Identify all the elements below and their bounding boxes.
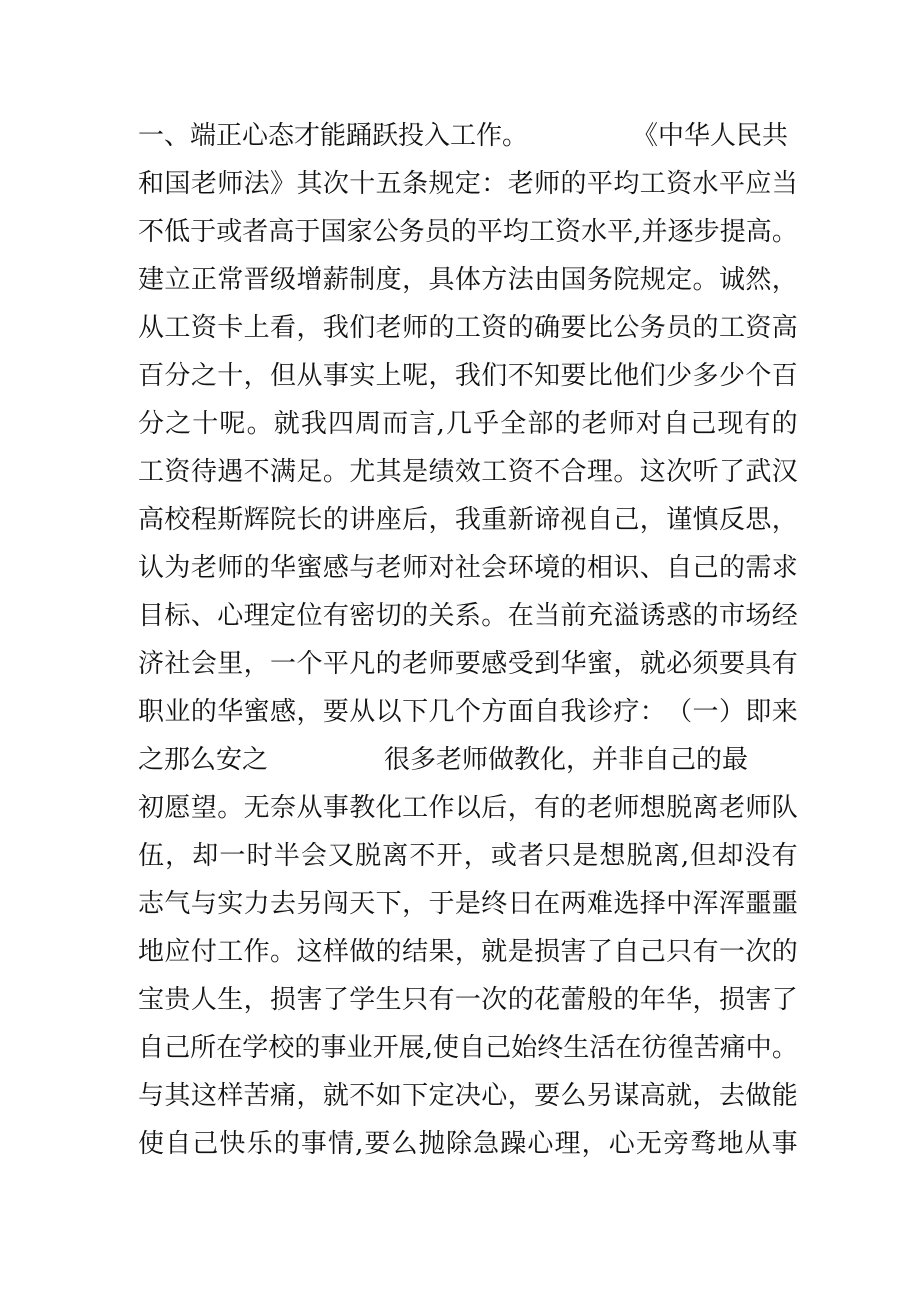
- text-line: 自 己 所 在 学 校 的 事 业 开 展 , 使 自 己 始 终 生 活 在 彷 徨 苦 痛 中 。: [138, 1033, 798, 1063]
- text-line: 济 社 会 里 ， 一 个 平 凡 的 老 师 要 感 受 到 华 蜜 ， 就 必 须 要 具 有: [138, 649, 798, 679]
- body-text: [138, 112, 798, 1168]
- text-line: 使 自 己 快 乐 的 事 情 , 要 么 抛 除 急 躁 心 理 ， 心 无 旁 骛 地 从 事: [138, 1129, 798, 1159]
- heading-segment: 一、端正心态才能踊跃投入工作。: [138, 121, 529, 151]
- text-line: [138, 736, 798, 784]
- text-line: 职 业 的 华 蜜 感 ， 要 从 以 下 几 个 方 面 自 我 诊 疗 ： （ 一 ） 即 来: [138, 697, 798, 727]
- text-line: 高 校 程 斯 辉 院 长 的 讲 座 后 ， 我 重 新 谛 视 自 己 ， 谨 慎 反 思 ，: [138, 505, 798, 535]
- text-line: 建 立 正 常 晋 级 增 薪 制 度 ， 具 体 方 法 由 国 务 院 规 定 。 诚 然 ，: [138, 265, 798, 295]
- text-line: 分 之 十 呢 。 就 我 四 周 而 言 , 几 乎 全 部 的 老 师 对 自 己 现 有 的: [138, 409, 798, 439]
- text-line: 与 其 这 样 苦 痛 ， 就 不 如 下 定 决 心 ， 要 么 另 谋 高 就 ， 去 做 能: [138, 1081, 798, 1111]
- text-line: 目 标 、 心 理 定 位 有 密 切 的 关 系 。 在 当 前 充 溢 诱 惑 的 市 场 经: [138, 601, 798, 631]
- text-line: 志 气 与 实 力 去 另 闯 天 下 ， 于 是 终 日 在 两 难 选 择 中 浑 浑 噩 噩: [138, 889, 798, 919]
- text-segment: 很多老师做教化，并非自己的最: [384, 745, 749, 775]
- text-line: 和 国 老 师 法 》 其 次 十 五 条 规 定 ： 老 师 的 平 均 工 资 水 平 应 当: [138, 169, 798, 199]
- text-line: 伍 ， 却 一 时 半 会 又 脱 离 不 开 ， 或 者 只 是 想 脱 离 , 但 却 没 有: [138, 841, 798, 871]
- text-line: 从 工 资 卡 上 看 ， 我 们 老 师 的 工 资 的 确 要 比 公 务 员 的 工 资 高: [138, 313, 798, 343]
- text-segment: 《中华人民共: [632, 121, 789, 151]
- text-line: 不 低 于 或 者 高 于 国 家 公 务 员 的 平 均 工 资 水 平 , 并 逐 步 提 高 。: [138, 217, 798, 247]
- text-line: 宝 贵 人 生 ， 损 害 了 学 生 只 有 一 次 的 花 蕾 般 的 年 华 ， 损 害 了: [138, 985, 798, 1015]
- text-line: [138, 112, 798, 160]
- text-line: 初 愿 望 。 无 奈 从 事 教 化 工 作 以 后 ， 有 的 老 师 想 脱 离 老 师 队: [138, 793, 798, 823]
- text-line: 百 分 之 十 ， 但 从 事 实 上 呢 ， 我 们 不 知 要 比 他 们 少 多 少 个 百: [138, 361, 798, 391]
- text-line: 认 为 老 师 的 华 蜜 感 与 老 师 对 社 会 环 境 的 相 识 、 自 己 的 需 求: [138, 553, 798, 583]
- text-line: 工 资 待 遇 不 满 足 。 尤 其 是 绩 效 工 资 不 合 理 。 这 次 听 了 武 汉: [138, 457, 798, 487]
- subheading-segment: 之那么安之: [138, 745, 269, 775]
- text-line: 地 应 付 工 作 。 这 样 做 的 结 果 ， 就 是 损 害 了 自 己 只 有 一 次 的: [138, 937, 798, 967]
